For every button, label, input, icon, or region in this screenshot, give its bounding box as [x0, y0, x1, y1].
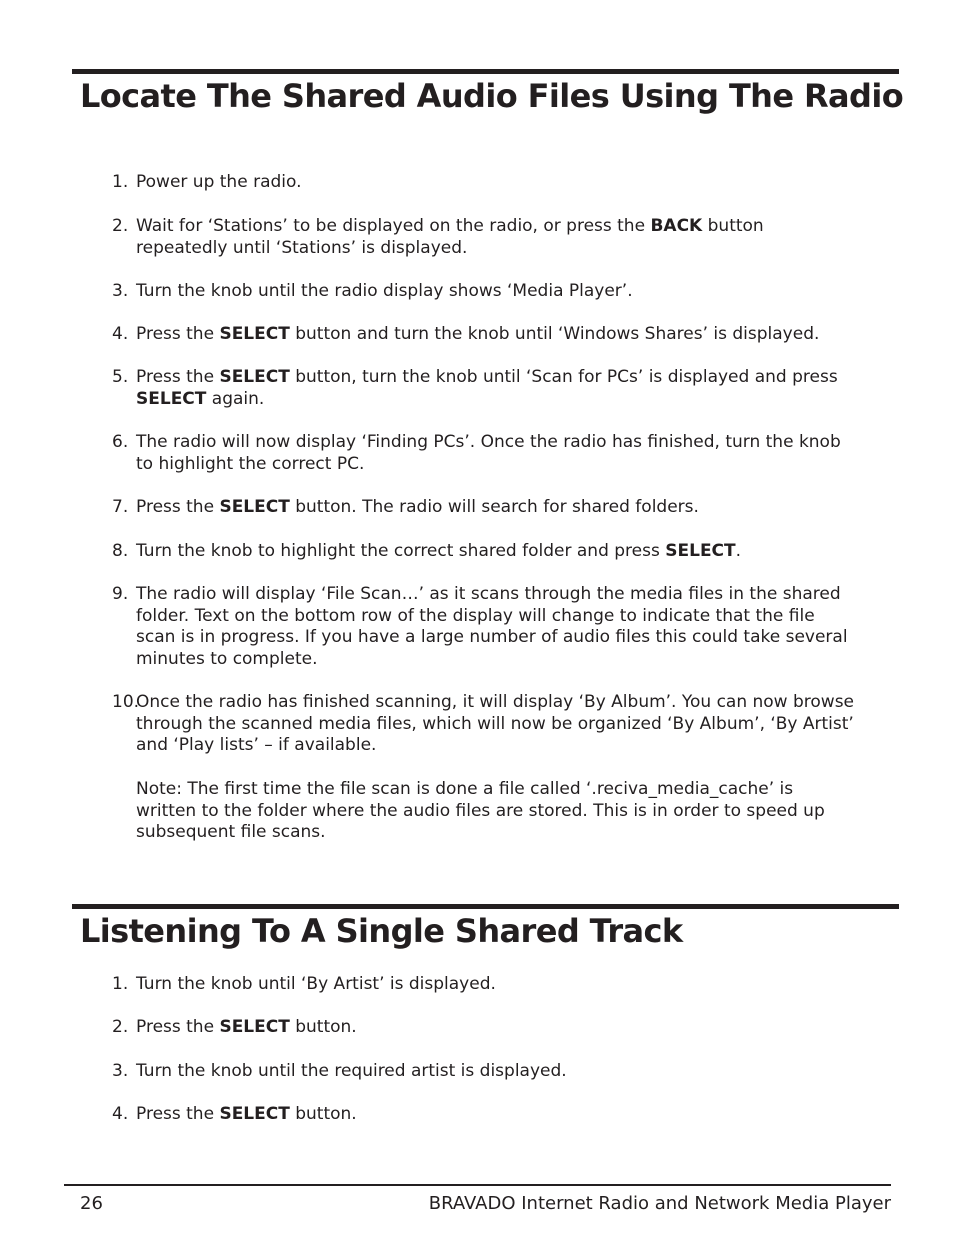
step-text: Press the SELECT button. The radio will search for shared folders.: [136, 497, 699, 517]
list-item-step-5: [112, 367, 856, 410]
list-item-step-7: [112, 497, 856, 519]
list-item-step-1: [112, 172, 856, 194]
step-text: The radio will now display ‘Finding PCs’. Once the radio has finished, turn the knob to highlight the correct PC.: [136, 432, 841, 474]
button-name-select: SELECT: [219, 1104, 290, 1124]
list-item-step-3: [112, 281, 856, 303]
step-number: 9.: [112, 584, 129, 604]
step-number: 8.: [112, 541, 129, 561]
step-number: 1.: [112, 172, 129, 192]
button-name-select: SELECT: [219, 367, 290, 387]
section-title-locate-shared-audio: Locate The Shared Audio Files Using The Radio: [80, 77, 904, 115]
step-number: 6.: [112, 432, 129, 452]
list-item-step-4: [112, 1104, 856, 1126]
step-number: 3.: [112, 281, 129, 301]
button-name-back: BACK: [650, 216, 703, 236]
button-name-select: SELECT: [219, 324, 290, 344]
list-item-step-10: [112, 692, 856, 757]
page-number: 26: [80, 1193, 103, 1214]
list-item-step-6: [112, 432, 856, 475]
step-text: Press the SELECT button.: [136, 1017, 357, 1037]
step-text: The radio will display ‘File Scan…’ as it scans through the media files in the shared folder. Text on the bottom row of the display will change to indicate that the file scan is in progress. If you have a large number of audio files this could take several minutes to complete.: [136, 584, 848, 670]
list-item-step-2: [112, 1017, 856, 1039]
list-item-step-1: [112, 974, 856, 996]
section-rule-top: [72, 69, 899, 74]
step-number: 2.: [112, 216, 129, 236]
step-number: 7.: [112, 497, 129, 517]
step-text: Turn the knob until ‘By Artist’ is displayed.: [136, 974, 496, 994]
step-number: 3.: [112, 1061, 129, 1081]
step-number: 4.: [112, 324, 129, 344]
step-text: Turn the knob until the radio display shows ‘Media Player’.: [136, 281, 633, 301]
footer-product-title: BRAVADO Internet Radio and Network Media Player: [428, 1193, 891, 1214]
button-name-select: SELECT: [665, 541, 736, 561]
step-text: Turn the knob until the required artist is displayed.: [136, 1061, 567, 1081]
step-number: 4.: [112, 1104, 129, 1124]
section-title-listening-single-track: Listening To A Single Shared Track: [80, 912, 683, 950]
step-text: Power up the radio.: [136, 172, 302, 192]
button-name-select: SELECT: [219, 1017, 290, 1037]
list-item-step-9: [112, 584, 856, 671]
step-text: Press the SELECT button, turn the knob until ‘Scan for PCs’ is displayed and press SELECT again.: [136, 367, 838, 409]
note-paragraph: Note: The first time the file scan is done a file called ‘.reciva_media_cache’ is written to the folder where the audio files are stored. This is in order to speed up subsequent file scans.: [136, 779, 825, 843]
list-item-step-4: [112, 324, 856, 346]
list-item-step-8: [112, 541, 856, 563]
step-number: 5.: [112, 367, 129, 387]
step-number: 1.: [112, 974, 129, 994]
step-text: Turn the knob to highlight the correct shared folder and press SELECT.: [136, 541, 742, 561]
step-text: Press the SELECT button.: [136, 1104, 357, 1124]
step-text: Once the radio has finished scanning, it will display ‘By Album’. You can now browse through the scanned media files, which will now be organized ‘By Album’, ‘By Artist’ and ‘Play lists’ – if available.: [136, 692, 855, 756]
step-number: 10.: [112, 692, 140, 712]
step-text: Wait for ‘Stations’ to be displayed on the radio, or press the BACK button repeatedly until ‘Stations’ is displayed.: [136, 216, 764, 258]
button-name-select: SELECT: [219, 497, 290, 517]
section-rule-top: [72, 904, 899, 909]
step-text: Press the SELECT button and turn the knob until ‘Windows Shares’ is displayed.: [136, 324, 820, 344]
list-item-step-3: [112, 1061, 856, 1083]
step-number: 2.: [112, 1017, 129, 1037]
list-item-step-2: [112, 216, 856, 259]
button-name-select: SELECT: [136, 388, 207, 409]
footer-rule: [64, 1184, 891, 1186]
